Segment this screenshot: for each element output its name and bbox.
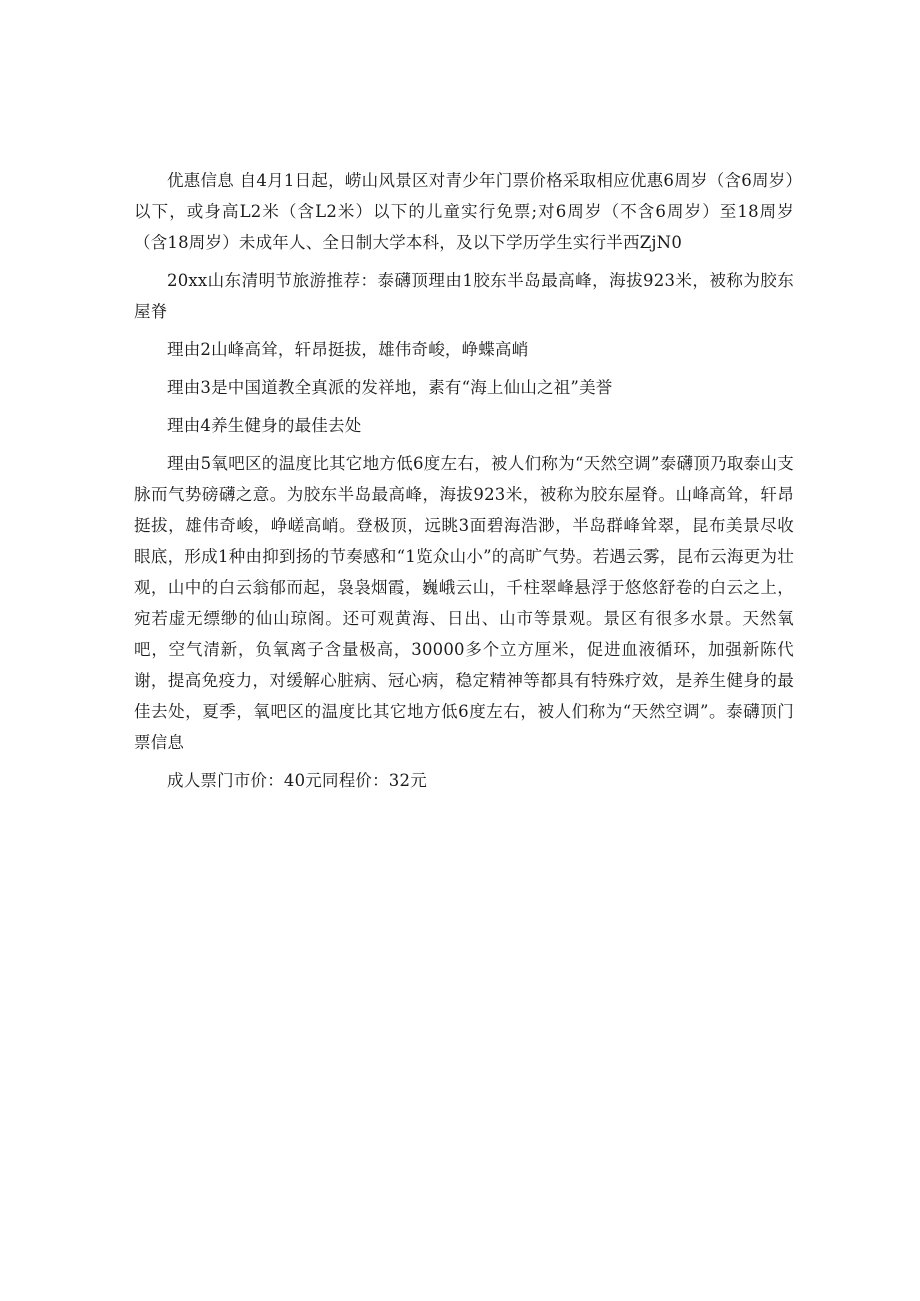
- paragraph-reason-5: 理由5氧吧区的温度比其它地方低6度左右，被人们称为“天然空调”泰礴顶乃取泰山支脉而气势磅礴之意。为胶东半岛最高峰，海拔923米，被称为胶东屋脊。山峰高耸，轩昂挺拔，雄伟奇峻，峥嵯高峭。登极顶，远眺3面碧海浩渺，半岛群峰耸翠，昆布美景尽收眼底，形成1种由抑到扬的节奏感和“1览众山小”的高旷气势。若遇云雾，昆布云海更为壮观，山中的白云翁郁而起，袅袅烟霞，巍峨云山，千柱翠峰悬浮于悠悠舒卷的白云之上，宛若虚无缥缈的仙山琼阁。还可观黄海、日出、山市等景观。景区有很多水景。天然氧吧，空气清新，负氧离子含量极高，30000多个立方厘米，促进血液循环，加强新陈代谢，提高免疫力，对缓解心脏病、冠心病，稳定精神等都具有特殊疗效，是养生健身的最佳去处，夏季，氧吧区的温度比其它地方低6度左右，被人们称为“天然空调”。泰礴顶门票信息: [134, 454, 794, 752]
- paragraph-travel-recommendation: 20xx山东清明节旅游推荐：泰礴顶理由1胶东半岛最高峰，海拔923米，被称为胶东屋脊: [134, 271, 794, 321]
- paragraph-reason-3: 理由3是中国道教全真派的发祥地，素有“海上仙山之祖”美誉: [167, 378, 613, 397]
- paragraph-reason-2: 理由2山峰高耸，轩昂挺拔，雄伟奇峻，峥蝶高峭: [167, 340, 529, 359]
- paragraph-reason-4: 理由4养生健身的最佳去处: [167, 416, 362, 435]
- paragraph-discount-info: 优惠信息 自4月1日起，崂山风景区对青少年门票价格采取相应优惠6周岁（含6周岁）以下，或身高L2米（含L2米）以下的儿童实行免票;对6周岁（不含6周岁）至18周岁（含18周岁）未成年人、全日制大学本科，及以下学历学生实行半西ZjN0: [134, 171, 794, 252]
- document-body: [134, 165, 794, 803]
- paragraph-ticket-price: 成人票门市价：40元同程价：32元: [167, 771, 427, 790]
